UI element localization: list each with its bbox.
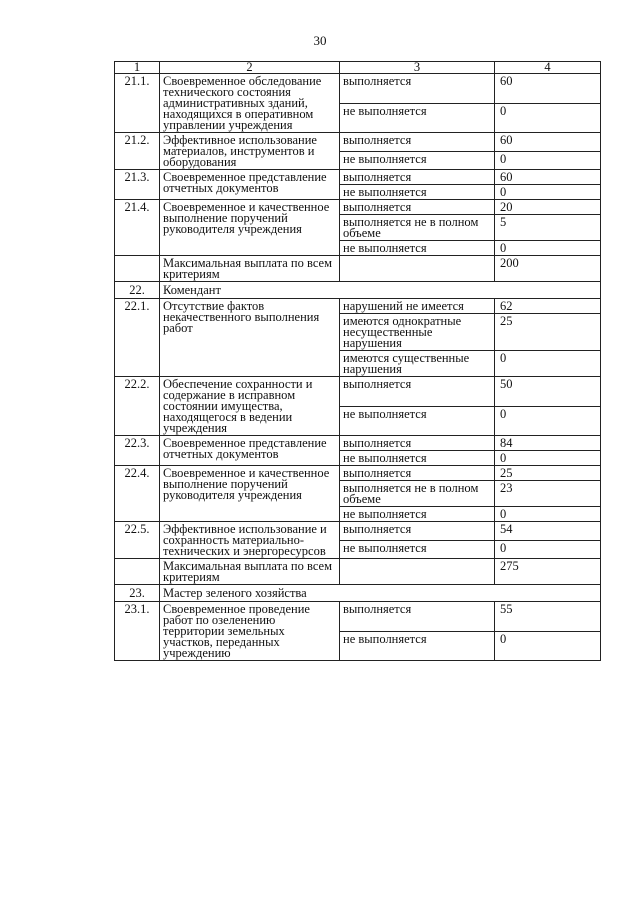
points-cell: 0 [495,540,601,559]
condition-cell: выполняется [340,466,495,481]
criterion-name: Своевременное и качественное выполнение поручений руководителя учреждения [160,466,340,522]
criterion-number: 23.1. [115,602,160,661]
condition-cell: выполняется [340,377,495,407]
header-cell: 3 [340,62,495,74]
header-cell: 2 [160,62,340,74]
max-payment-label: Максимальная выплата по всем критериям [160,559,340,585]
criterion-row [115,466,601,481]
points-cell: 20 [495,200,601,215]
condition-cell: не выполняется [340,540,495,559]
criterion-number: 22.5. [115,522,160,559]
empty-cell [340,256,495,282]
page-number: 30 [313,33,327,48]
points-cell: 0 [495,241,601,256]
section-row [115,282,601,299]
condition-cell: не выполняется [340,241,495,256]
section-title: Комендант [160,282,601,299]
condition-cell: не выполняется [340,185,495,200]
criterion-row [115,200,601,215]
points-cell: 0 [495,185,601,200]
condition-cell: выполняется [340,133,495,152]
criterion-row [115,299,601,314]
points-cell: 0 [495,406,601,436]
criterion-number: 21.1. [115,74,160,133]
points-cell: 5 [495,215,601,241]
criterion-number: 21.3. [115,170,160,200]
max-payment-label: Максимальная выплата по всем критериям [160,256,340,282]
criterion-name: Своевременное проведение работ по озеленению территории земельных участков, переданных учреждению [160,602,340,661]
criterion-row [115,74,601,104]
points-cell: 0 [495,151,601,170]
points-cell: 0 [495,451,601,466]
condition-cell: не выполняется [340,451,495,466]
section-row [115,585,601,602]
section-number: 22. [115,282,160,299]
criterion-number: 21.2. [115,133,160,170]
condition-cell: не выполняется [340,103,495,133]
points-cell: 60 [495,74,601,104]
condition-cell: не выполняется [340,507,495,522]
criterion-number: 22.1. [115,299,160,377]
criterion-name: Эффективное использование материалов, инструментов и оборудования [160,133,340,170]
max-payment-row [115,559,601,585]
condition-cell: имеются однократные несущественные нарушения [340,314,495,351]
criterion-row [115,170,601,185]
condition-cell: нарушений не имеется [340,299,495,314]
points-cell: 0 [495,351,601,377]
criterion-row [115,436,601,451]
header-cell: 1 [115,62,160,74]
condition-cell: выполняется [340,170,495,185]
max-payment-row [115,256,601,282]
criterion-name: Своевременное и качественное выполнение поручений руководителя учреждения [160,200,340,256]
criterion-number: 22.4. [115,466,160,522]
condition-cell: не выполняется [340,406,495,436]
points-cell: 60 [495,170,601,185]
section-number: 23. [115,585,160,602]
points-cell: 84 [495,436,601,451]
points-cell: 50 [495,377,601,407]
criterion-row [115,133,601,152]
criterion-row [115,602,601,632]
section-title: Мастер зеленого хозяйства [160,585,601,602]
condition-cell: выполняется [340,200,495,215]
criterion-name: Своевременное представление отчетных документов [160,436,340,466]
header-row [115,62,601,74]
points-cell: 0 [495,507,601,522]
max-payment-value: 200 [495,256,601,282]
criterion-row [115,522,601,541]
points-cell: 0 [495,631,601,661]
condition-cell: выполняется [340,436,495,451]
header-cell: 4 [495,62,601,74]
criterion-name: Своевременное обследование технического состояния административных зданий, находящихся в оперативном управлении учреждения [160,74,340,133]
criterion-number: 22.2. [115,377,160,436]
points-cell: 25 [495,466,601,481]
points-cell: 60 [495,133,601,152]
condition-cell: не выполняется [340,151,495,170]
condition-cell: выполняется [340,74,495,104]
condition-cell: выполняется не в полном объеме [340,215,495,241]
points-cell: 23 [495,481,601,507]
criterion-row [115,377,601,407]
points-cell: 25 [495,314,601,351]
empty-cell [115,559,160,585]
points-cell: 62 [495,299,601,314]
condition-cell: не выполняется [340,631,495,661]
condition-cell: имеются существенные нарушения [340,351,495,377]
criterion-name: Своевременное представление отчетных документов [160,170,340,200]
criterion-number: 22.3. [115,436,160,466]
condition-cell: выполняется [340,522,495,541]
criteria-table [114,61,601,661]
condition-cell: выполняется не в полном объеме [340,481,495,507]
points-cell: 54 [495,522,601,541]
points-cell: 0 [495,103,601,133]
empty-cell [340,559,495,585]
max-payment-value: 275 [495,559,601,585]
empty-cell [115,256,160,282]
criterion-name: Эффективное использование и сохранность материально-технических и энергоресурсов [160,522,340,559]
criterion-name: Обеспечение сохранности и содержание в исправном состоянии имущества, находящегося в ведении учреждения [160,377,340,436]
points-cell: 55 [495,602,601,632]
criterion-name: Отсутствие фактов некачественного выполнения работ [160,299,340,377]
criterion-number: 21.4. [115,200,160,256]
condition-cell: выполняется [340,602,495,632]
